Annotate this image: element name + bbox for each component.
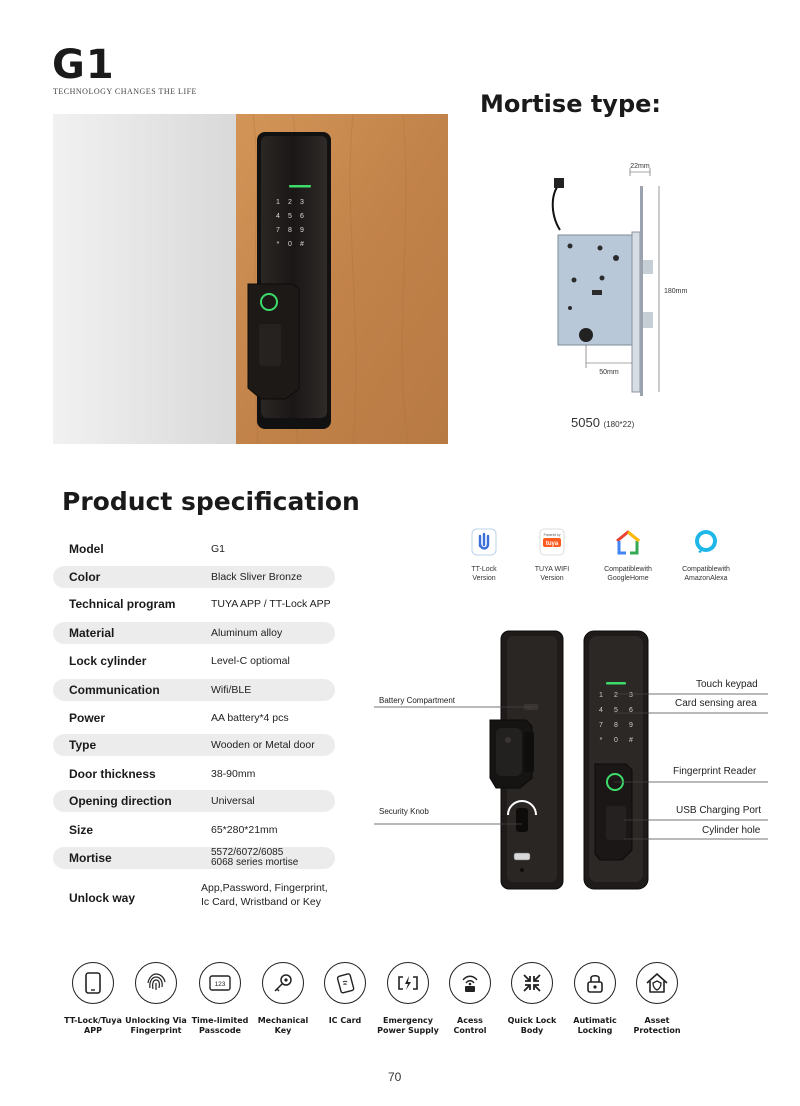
feature-item: [314, 962, 376, 1026]
spec-value-line: App,Password, Fingerprint,: [201, 882, 328, 894]
key-icon: [272, 972, 294, 994]
spec-row: [53, 790, 335, 812]
tuya-icon: [539, 528, 565, 556]
feature-item: [626, 962, 688, 1036]
access-control-icon: [459, 972, 481, 994]
app-line2: AmazonAlexa: [684, 575, 728, 582]
ttlock-icon: [471, 528, 497, 556]
spec-key: Power: [69, 711, 106, 725]
feature-line2: Key: [274, 1026, 292, 1035]
spec-row: [53, 847, 335, 869]
mortise-model-size: (180*22): [603, 420, 635, 429]
spec-value: AA battery*4 pcs: [211, 712, 289, 724]
spec-value: G1: [211, 543, 226, 555]
mortise-diagram: [540, 160, 710, 405]
spec-row: [53, 679, 335, 701]
callout-keypad: Touch keypad: [696, 679, 758, 690]
callout-cylinder: Cylinder hole: [702, 825, 761, 836]
spec-row: [53, 566, 335, 588]
svg-text:1: 1: [276, 199, 280, 206]
feature-item: [501, 962, 563, 1036]
keypad-key: 1: [599, 692, 603, 699]
spec-value-line: Ic Card, Wristband or Key: [201, 896, 322, 908]
spec-key: Mortise: [69, 851, 112, 865]
feature-item: [62, 962, 124, 1036]
spec-value-line: 6068 series mortise: [211, 857, 299, 868]
spec-value: 38-90mm: [211, 768, 256, 780]
feature-line2: Body: [520, 1026, 544, 1035]
spec-key: Material: [69, 626, 115, 640]
feature-line1: Emergency: [383, 1016, 433, 1025]
keypad-key: 0: [614, 737, 618, 744]
feature-item: [377, 962, 439, 1036]
svg-text:6: 6: [300, 213, 304, 220]
feature-line1: Asset: [644, 1016, 670, 1025]
power-supply-icon: [396, 974, 420, 992]
mortise-dim-width: 22mm: [630, 163, 650, 170]
spec-value: Aluminum alloy: [211, 627, 283, 639]
mortise-model: 5050: [571, 415, 600, 430]
feature-line2: APP: [84, 1026, 102, 1035]
spec-row: [53, 819, 335, 841]
app-line1: TT-Lock: [471, 566, 497, 573]
spec-key: Opening direction: [69, 794, 172, 808]
app-tuya: [512, 528, 592, 583]
tuya-badge: tuya: [545, 541, 559, 547]
app-line2: Version: [472, 575, 496, 582]
auto-lock-icon: [585, 972, 605, 994]
spec-value: TUYA APP / TT-Lock APP: [211, 598, 331, 610]
feature-item: [252, 962, 314, 1036]
spec-row: [53, 622, 335, 644]
spec-key: Unlock way: [69, 891, 136, 905]
svg-text:8: 8: [288, 227, 292, 234]
feature-line1: Mechanical: [257, 1016, 309, 1025]
passcode-icon: [208, 974, 232, 992]
svg-text:#: #: [300, 241, 304, 248]
keypad-key: 8: [614, 722, 618, 729]
spec-value: 65*280*21mm: [211, 824, 278, 836]
spec-title: Product specification: [62, 487, 360, 516]
mortise-caption: [571, 415, 634, 430]
brand-logo: G1: [52, 42, 115, 88]
feature-line2: Control: [453, 1026, 487, 1035]
callout-fingerprint: Fingerprint Reader: [673, 766, 757, 777]
keypad-key: 5: [614, 707, 618, 714]
keypad-key: 4: [599, 707, 603, 714]
feature-line1: Time-limited: [191, 1016, 249, 1025]
spec-row: [53, 763, 335, 785]
callout-battery: Battery Compartment: [379, 696, 456, 705]
feature-item: [125, 962, 187, 1036]
spec-row: [53, 593, 335, 615]
feature-line1: Autimatic: [573, 1016, 617, 1025]
app-line2: Version: [540, 575, 564, 582]
passcode-glyph: 123: [214, 981, 226, 988]
spec-row: [53, 538, 335, 560]
feature-item: [564, 962, 626, 1036]
keypad-key: 2: [614, 692, 618, 699]
app-line1: Compatiblewith: [604, 566, 652, 573]
spec-value: Wooden or Metal door: [211, 739, 315, 751]
spec-value-line: 5572/6072/6085: [211, 847, 284, 858]
svg-text:0: 0: [288, 241, 292, 248]
app-line1: Compatiblewith: [682, 566, 730, 573]
google-home-icon: [614, 528, 642, 556]
mortise-dim-backset: 50mm: [599, 369, 619, 376]
feature-line1: TT-Lock/Tuya: [64, 1016, 122, 1025]
feature-line2: Fingerprint: [130, 1026, 182, 1035]
callout-knob: Security Knob: [379, 807, 429, 816]
callout-card: Card sensing area: [675, 698, 757, 709]
keypad-key: #: [629, 737, 633, 744]
spec-row: [53, 882, 335, 909]
feature-line2: Power Supply: [377, 1026, 439, 1035]
spec-key: Model: [69, 542, 104, 556]
spec-value: Universal: [211, 795, 255, 807]
product-photo: [53, 114, 448, 444]
svg-text:3: 3: [300, 199, 304, 206]
fingerprint-icon: [145, 972, 167, 994]
svg-text:9: 9: [300, 227, 304, 234]
app-line2: GoogleHome: [607, 575, 649, 582]
feature-line1: Acess: [457, 1016, 483, 1025]
callout-usb: USB Charging Port: [676, 805, 762, 816]
ic-card-icon: [334, 972, 356, 994]
feature-item: [439, 962, 501, 1036]
mortise-dim-height: 180mm: [664, 288, 688, 295]
asset-protection-icon: [645, 972, 669, 994]
feature-item: [189, 962, 251, 1036]
tuya-badge-top: Powered by: [543, 533, 561, 537]
spec-row: [53, 734, 335, 756]
svg-text:4: 4: [276, 213, 280, 220]
keypad-key: 9: [629, 722, 633, 729]
keypad-key: 6: [629, 707, 633, 714]
spec-row: [53, 707, 335, 729]
spec-value: Black Sliver Bronze: [211, 571, 303, 583]
app-google-home: [588, 528, 668, 583]
keypad-key: 3: [629, 692, 633, 699]
spec-value: [211, 848, 298, 868]
svg-text:7: 7: [276, 227, 280, 234]
app-line1: TUYA WIFI: [534, 566, 570, 573]
spec-key: Lock cylinder: [69, 654, 147, 668]
svg-text:2: 2: [288, 199, 292, 206]
feature-line1: IC Card: [328, 1016, 362, 1025]
spec-row: [53, 650, 335, 672]
feature-line1: Unlocking Via: [125, 1016, 187, 1025]
svg-text:*: *: [276, 241, 280, 248]
spec-key: Size: [69, 823, 94, 837]
mortise-title: Mortise type:: [480, 90, 661, 118]
feature-line2: Passcode: [199, 1026, 241, 1035]
svg-text:5: 5: [288, 213, 292, 220]
spec-key: Technical program: [69, 597, 176, 611]
spec-value: Wifi/BLE: [211, 684, 252, 696]
feature-line2: Protection: [633, 1026, 681, 1035]
spec-value: [201, 881, 328, 909]
spec-key: Color: [69, 570, 101, 584]
app-alexa: [666, 528, 746, 583]
spec-key: Door thickness: [69, 767, 156, 781]
feature-line2: Locking: [577, 1026, 613, 1035]
feature-line1: Quick Lock: [507, 1016, 557, 1025]
keypad-key: *: [599, 737, 603, 744]
keypad-key: 7: [599, 722, 603, 729]
spec-key: Type: [69, 738, 97, 752]
phone-icon: [84, 972, 102, 994]
spec-key: Communication: [69, 683, 160, 697]
page-number: 70: [388, 1070, 402, 1084]
spec-value: Level-C optiomal: [211, 655, 290, 667]
quick-lock-icon: [521, 972, 543, 994]
alexa-icon: [692, 528, 720, 556]
brand-tagline: TECHNOLOGY CHANGES THE LIFE: [53, 87, 197, 96]
